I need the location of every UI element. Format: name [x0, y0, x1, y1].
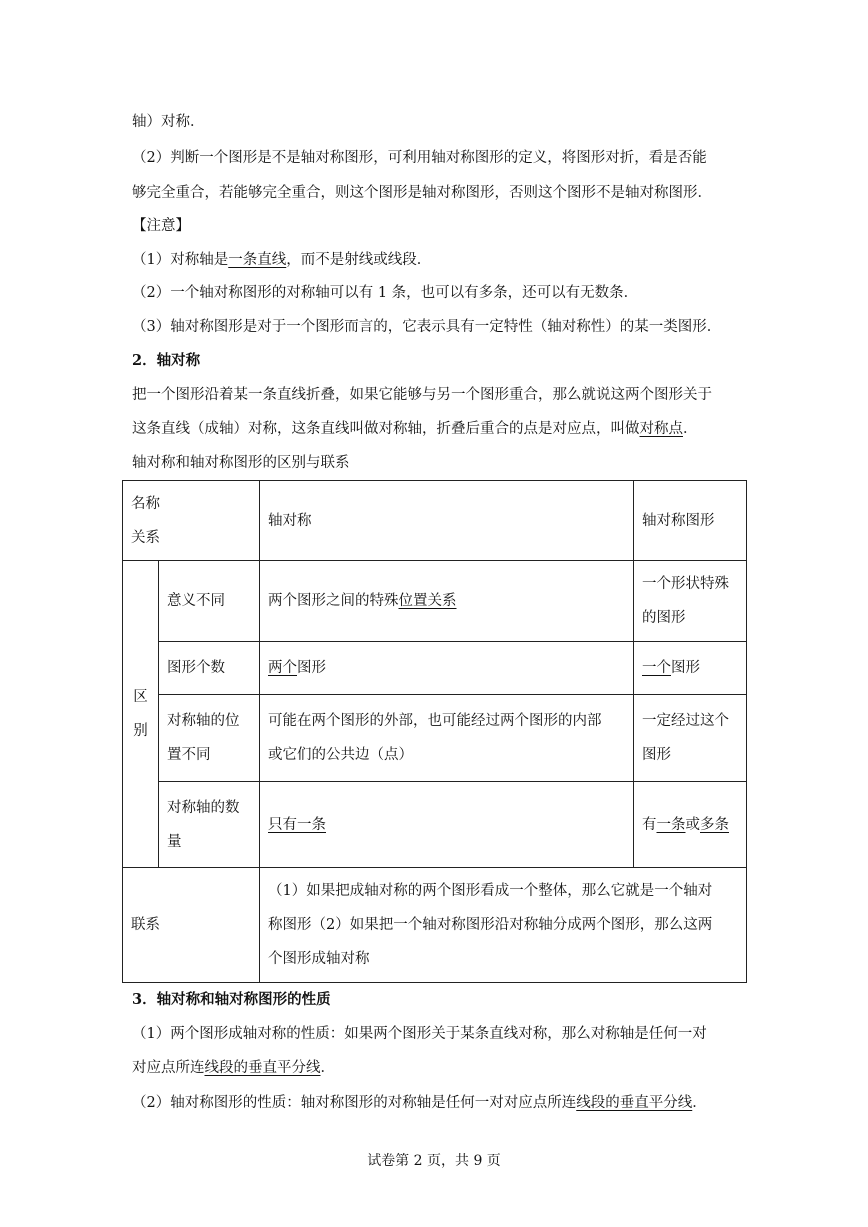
table-row — [123, 561, 747, 642]
note-item: （2）一个轴对称图形的对称轴可以有 1 条，也可以有多条，还可以有无数条． — [132, 285, 639, 301]
table-header-cell: 轴对称 — [260, 481, 634, 561]
row-label-cell: 意义不同 — [159, 561, 260, 642]
note-title: 【注意】 — [132, 218, 190, 234]
section-heading: 2．轴对称 — [132, 352, 201, 369]
table-cell: 一定经过这个 图形 — [634, 695, 747, 782]
underlined-term: 对称点 — [639, 421, 683, 437]
page-footer: 试卷第 2 页，共 9 页 — [367, 1153, 501, 1169]
paragraph-line: 这条直线（成轴）对称，这条直线叫做对称轴，折叠后重合的点是对应点，叫做对称点． — [132, 421, 698, 437]
table-header-cell: 轴对称图形 — [634, 481, 747, 561]
underlined-term: 线段的垂直平分线 — [204, 1060, 321, 1076]
row-label-cell: 图形个数 — [159, 642, 260, 695]
note-item: （1）对称轴是一条直线，而不是射线或线段． — [132, 252, 432, 268]
table-caption: 轴对称和轴对称图形的区别与联系 — [132, 455, 350, 471]
table-cell: 两个图形 — [260, 642, 634, 695]
row-label-cell: 联系 — [123, 868, 260, 983]
table-cell: 可能在两个图形的外部，也可能经过两个图形的内部 或它们的公共边（点） — [260, 695, 634, 782]
section-heading: 3．轴对称和轴对称图形的性质 — [132, 991, 331, 1008]
note-item: （3）轴对称图形是对于一个图形而言的，它表示具有一定特性（轴对称性）的某一类图形． — [132, 319, 722, 335]
comparison-table — [122, 480, 747, 983]
paragraph-line: 轴）对称． — [132, 114, 205, 130]
table-row — [123, 695, 747, 782]
table-cell: 一个图形 — [634, 642, 747, 695]
table-cell: 两个图形之间的特殊位置关系 — [260, 561, 634, 642]
paragraph-line: 对应点所连线段的垂直平分线． — [132, 1060, 335, 1076]
table-row — [123, 868, 747, 983]
table-corner-cell: 名称 关系 — [123, 481, 260, 561]
table-row — [123, 642, 747, 695]
paragraph-line: （1）两个图形成轴对称的性质：如果两个图形关于某条直线对称，那么对称轴是任何一对 — [132, 1026, 707, 1042]
table-cell: 一个形状特殊 的图形 — [634, 561, 747, 642]
underlined-term: 一条直线 — [228, 252, 287, 268]
paragraph-line: （2）轴对称图形的性质：轴对称图形的对称轴是任何一对对应点所连线段的垂直平分线． — [132, 1095, 707, 1111]
underlined-term: 线段的垂直平分线 — [576, 1095, 693, 1111]
paragraph-line: （2）判断一个图形是不是轴对称图形，可利用轴对称图形的定义，将图形对折，看是否能 — [132, 150, 707, 166]
paragraph-line: 够完全重合，若能够完全重合，则这个图形是轴对称图形，否则这个图形不是轴对称图形． — [132, 185, 712, 201]
table-row — [123, 481, 747, 561]
table-cell: 有一条或多条 — [634, 782, 747, 868]
difference-label-cell: 区 别 — [123, 561, 159, 868]
row-label-cell: 对称轴的位 置不同 — [159, 695, 260, 782]
table-row — [123, 782, 747, 868]
row-label-cell: 对称轴的数 量 — [159, 782, 260, 868]
paragraph-line: 把一个图形沿着某一条直线折叠，如果它能够与另一个图形重合，那么就说这两个图形关于 — [132, 387, 712, 403]
table-cell: （1）如果把成轴对称的两个图形看成一个整体，那么它就是一个轴对 称图形（2）如果把一个轴对称图形沿对称轴分成两个图形，那么这两 个图形成轴对称 — [260, 868, 747, 983]
table-cell: 只有一条 — [260, 782, 634, 868]
